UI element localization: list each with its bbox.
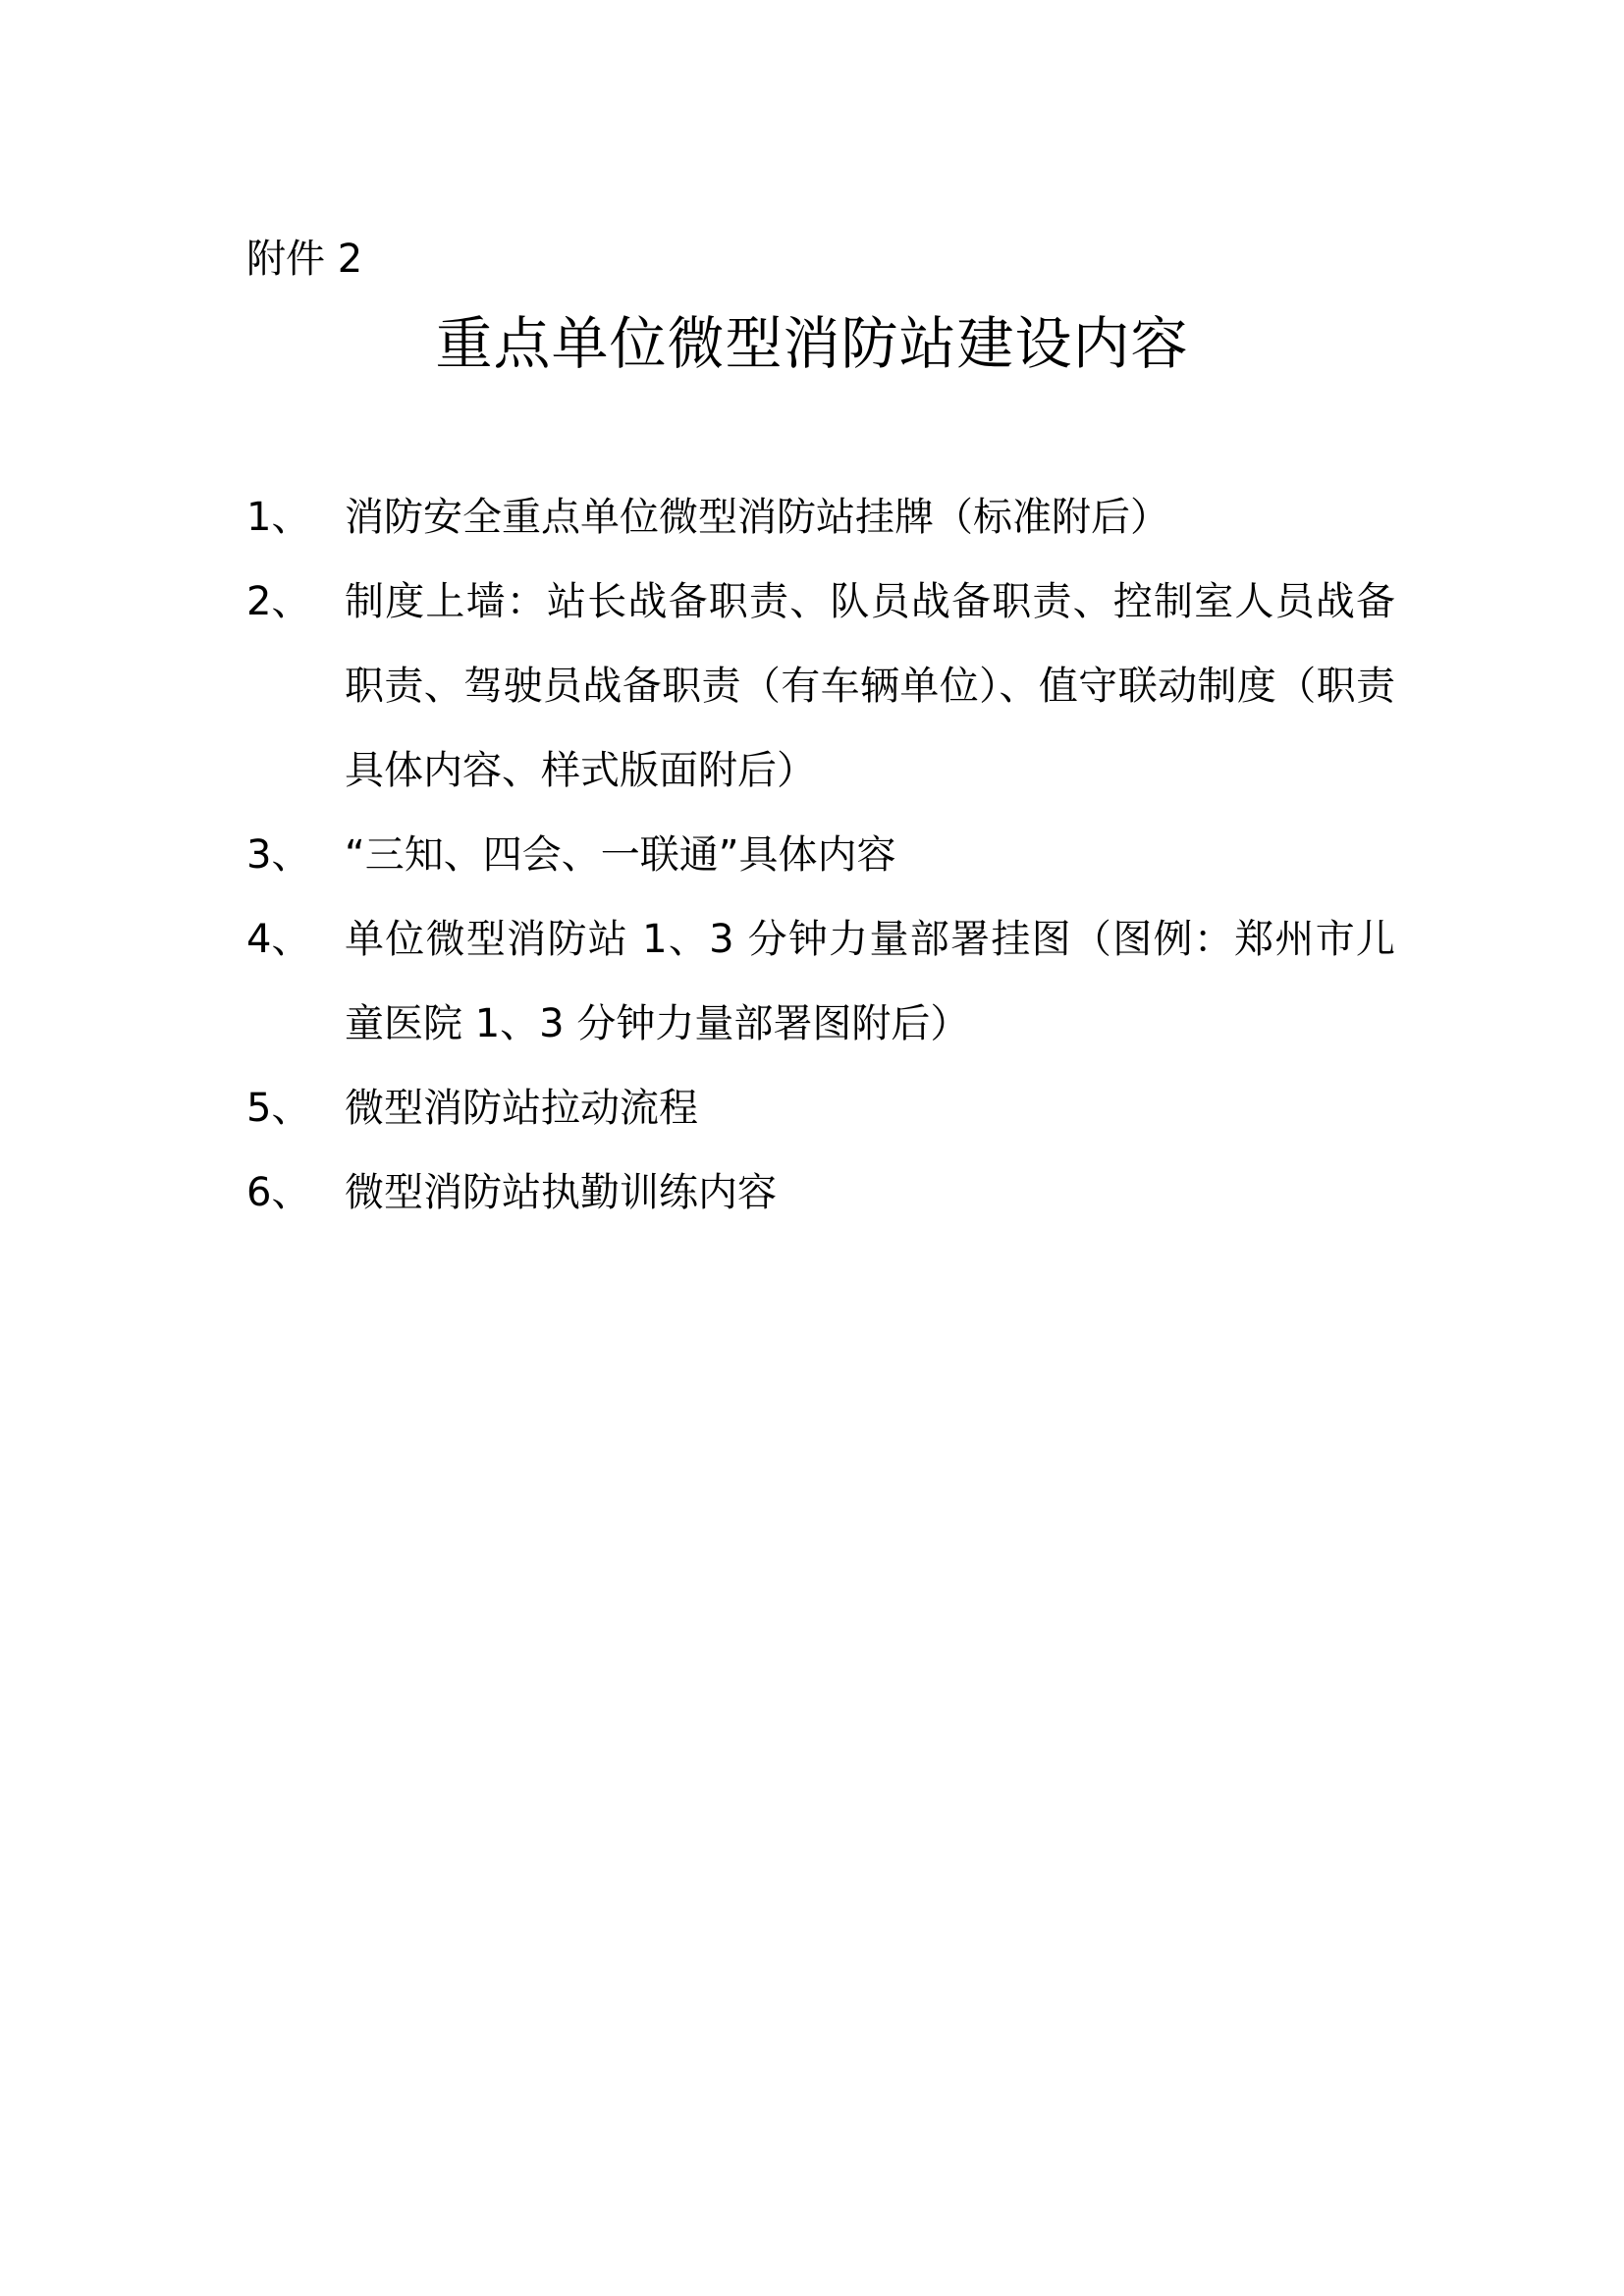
item-text: 微型消防站执勤训练内容: [345, 1170, 777, 1215]
item-text: “三知、四会、一联通”具体内容: [345, 832, 896, 878]
attachment-label: 附件 2: [246, 237, 363, 282]
item-number: 6、: [246, 1170, 311, 1215]
item-text: 微型消防站拉动流程: [345, 1086, 698, 1131]
item-text: 单位微型消防站 1、3 分钟力量部署挂图（图例：郑州市儿童医院 1、3 分钟力量部署图附后）: [345, 917, 1395, 1046]
item-number: 1、: [246, 495, 311, 540]
item-number: 5、: [246, 1086, 311, 1131]
item-text: 制度上墙：站长战备职责、队员战备职责、控制室人员战备职责、驾驶员战备职责（有车辆单位）、值守联动制度（职责具体内容、样式版面附后）: [345, 579, 1395, 793]
item-number: 3、: [246, 832, 311, 878]
document-title: 重点单位微型消防站建设内容: [435, 310, 1189, 377]
item-text: 消防安全重点单位微型消防站挂牌（标准附后）: [345, 495, 1169, 540]
item-number: 4、: [246, 917, 311, 962]
item-number: 2、: [246, 579, 311, 624]
